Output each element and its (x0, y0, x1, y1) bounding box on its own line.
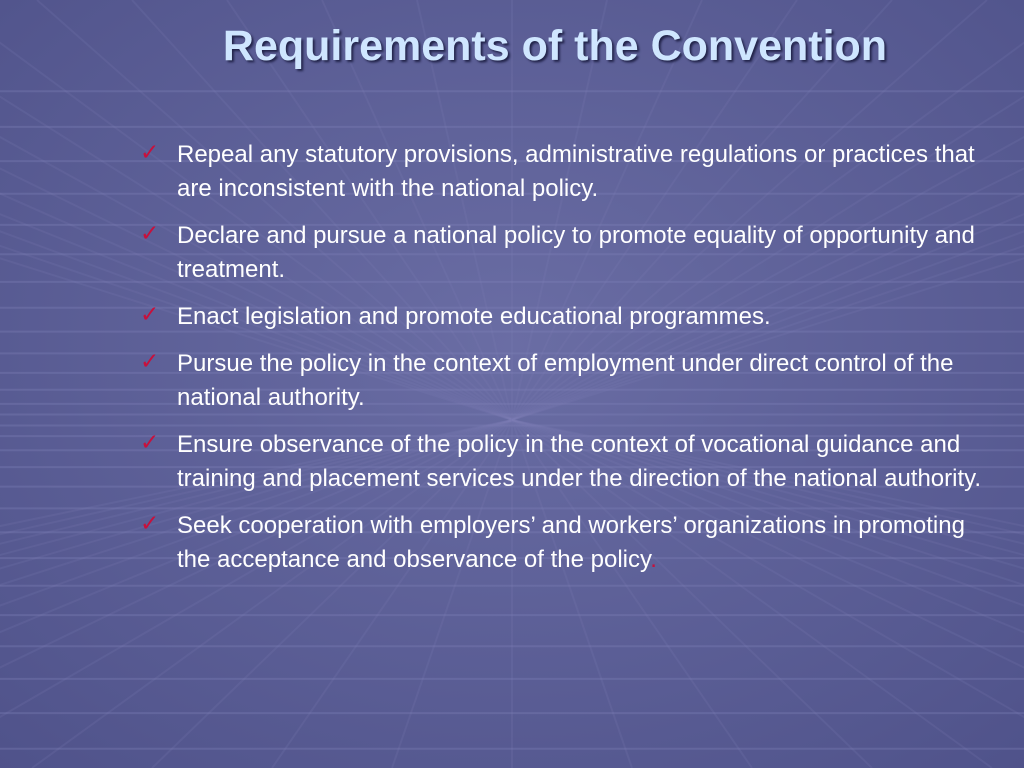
slide-title: Requirements of the Convention (222, 22, 888, 70)
bullet-item (140, 347, 990, 415)
bullet-item (140, 300, 990, 334)
bullet-text: Enact legislation and promote educational programmes. (177, 303, 771, 330)
bullet-item (140, 428, 990, 496)
checkmark-icon: ✓ (140, 511, 160, 537)
checkmark-icon: ✓ (140, 349, 160, 375)
bullet-item (140, 219, 990, 287)
checkmark-icon: ✓ (140, 140, 160, 166)
bullet-text: Repeal any statutory provisions, administrative regulations or practices that are inconsistent with the national policy. (177, 141, 975, 202)
checkmark-icon: ✓ (140, 430, 160, 456)
bullet-trailing-period: . (650, 546, 657, 573)
bullet-text: Ensure observance of the policy in the context of vocational guidance and training and placement services under the direction of the national authority. (177, 431, 982, 492)
bullet-item (140, 138, 990, 206)
bullet-text: Declare and pursue a national policy to promote equality of opportunity and treatment. (177, 222, 975, 283)
checkmark-icon: ✓ (140, 302, 160, 328)
bullet-text: Seek cooperation with employers’ and workers’ organizations in promoting the acceptance and observance of the policy (177, 512, 965, 573)
bullet-list (140, 138, 990, 590)
bullet-item (140, 509, 990, 577)
bullet-text: Pursue the policy in the context of employment under direct control of the national authority. (177, 350, 954, 411)
checkmark-icon: ✓ (140, 221, 160, 247)
